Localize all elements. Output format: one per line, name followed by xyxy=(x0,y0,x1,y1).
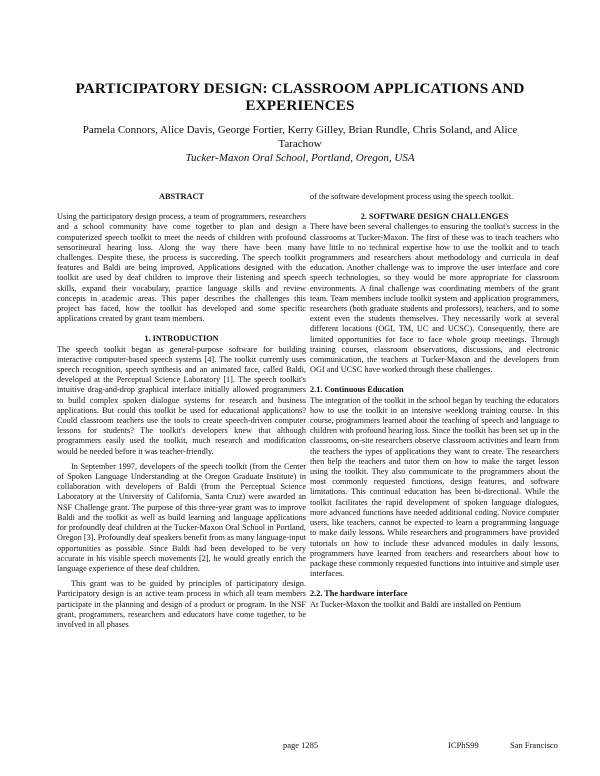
intro-paragraph-2: In September 1997, developers of the speech toolkit (from the Center of Spoken Language Understanding at the Oregon Graduate Institute) in collaboration with developers of Baldi (from the Perceptual Science Laboratory at the University of California, Santa Cruz) were awarded an NSF Challenge grant. The purpose of this three-year grant was to improve Baldi and the toolkit as well as build learning and language applications for profoundly deaf children at the Tucker-Maxon Oral School in Portland, Oregon [3]. Profoundly deaf speakers benefit from as many language-input opportunities as possible. Since Baldi had been developed to be very accurate in his visible speech movements [2], he would greatly enrich the language experience of these deaf children. xyxy=(57,461,306,573)
conference-name: ICPhS99 xyxy=(448,740,479,750)
continuous-education-heading: 2.1. Continuous Education xyxy=(310,385,404,395)
continuous-education-text: The integration of the toolkit in the school began by teaching the educators how to use the toolkit in an intensive weeklong training course. In this course, programmers learned about the teaching of speech and language to children with profound hearing loss. Since the toolkit has been set up in the classrooms, on-site researchers observe classroom activities and learn from the teachers the types of applications they want to create. The researchers then help the teachers and tutor them on how to make the target lesson using the toolkit. They also communicate to the programmers about the most commonly requested functions, design features, and software limitations. This continual education has been bi-directional. While the toolkit facilitates the rapid development of spoken language dialogues, more advanced functions have needed additional coding. Novice computer users, like teachers, cannot be expected to learn a programming language to make daily lessons. While researchers and programmers have provided tutorials on how to include these advanced modules in daily lessons, programmers have learned from teachers and researchers about how to package these commonly requested functions into intuitive and simple user interfaces. xyxy=(310,395,559,579)
abstract-heading: ABSTRACT xyxy=(159,192,204,201)
affiliation: Tucker-Maxon Oral School, Portland, Oregon, USA xyxy=(185,152,415,164)
page-number: page 1285 xyxy=(283,740,319,750)
intro-paragraph-1: The speech toolkit began as general-purpose software for building interactive computer-based speech systems [4]. The toolkit currently uses speech recognition, speech synthesis and an animated face, called Baldi, developed at the Perceptual Science Laboratory [1]. The speech toolkit's intuitive drag-and-drop graphical interface initially allowed programmers to build complex spoken dialogue systems for research and business applications. But could this toolkit be used for educational applications? Could classroom teachers use the tools to create speech-driven computer lessons for students? The toolkit's developers knew that although programmers easily used the toolkit, much research and modification would be needed before it was teacher-friendly. xyxy=(57,344,306,456)
intro-continuation: of the software development process using the speech toolkit. xyxy=(310,192,514,201)
intro-paragraph-3: This grant was to be guided by principles of participatory design. Participatory design is an active team process in which all team members participate in the planning and design of a product or program. In the NSF grant, programmers, researchers and educators have come together, to be involved in all phases xyxy=(57,579,306,629)
paper-title: PARTICIPATORY DESIGN: CLASSROOM APPLICATIONS AND EXPERIENCES xyxy=(75,80,525,114)
author-list: Pamela Connors, Alice Davis, George Fortier, Kerry Gilley, Brian Rundle, Chris Soland, and Alice Tarachow xyxy=(82,124,518,150)
left-column xyxy=(57,192,306,630)
hardware-interface-heading: 2.2. The hardware interface xyxy=(310,589,408,599)
hardware-interface-text: At Tucker-Maxon the toolkit and Baldi are installed on Pentium xyxy=(310,599,521,609)
conference-location: San Francisco xyxy=(510,740,558,750)
software-challenges-text: There have been several challenges to ensuring the toolkit's success in the classrooms at Tucker-Maxon. The first of these was to teach teachers who have little to no technical expertise how to use the toolkit and to teach programmers and researchers about methodology and curricula in deaf education. Another challenge was to improve the user interface and core speech technologies, so they would be more appropriate for classroom environments. A final challenge was coordinating members of the grant team. Team members include toolkit system and application programmers, researchers (both graduate students and professors), teachers, and to some extent even the students themselves. They necessarily work at several different locations (OGI, TM, UC and UCSC). Consequently, there are limited opportunities for face to face whole group meetings. Through training courses, classroom observations, discussions, and electronic communication, the teachers at Tucker-Maxon and the developers from OGI and UCSC have worked through these challenges. xyxy=(310,222,559,375)
introduction-heading: 1. INTRODUCTION xyxy=(144,334,219,344)
abstract-text: Using the participatory design process, a team of programmers, researchers and a school community have come together to plan and design a computerized speech toolkit to meet the needs of children with profound sensorineural hearing loss. Along the way there have been many challenges. Despite these, the process is succeeding. The speech toolkit features and Baldi are being improved. Applications designed with the toolkit are used by deaf children to improve their listening and speech skills, expand their vocabulary, practice language skills and review concepts in academic areas. This paper describes the challenges this project has faced, how the toolkit has developed and some specific applications created by grant team members. xyxy=(57,212,306,324)
software-challenges-heading: 2. SOFTWARE DESIGN CHALLENGES xyxy=(360,212,509,222)
right-column xyxy=(310,192,559,610)
